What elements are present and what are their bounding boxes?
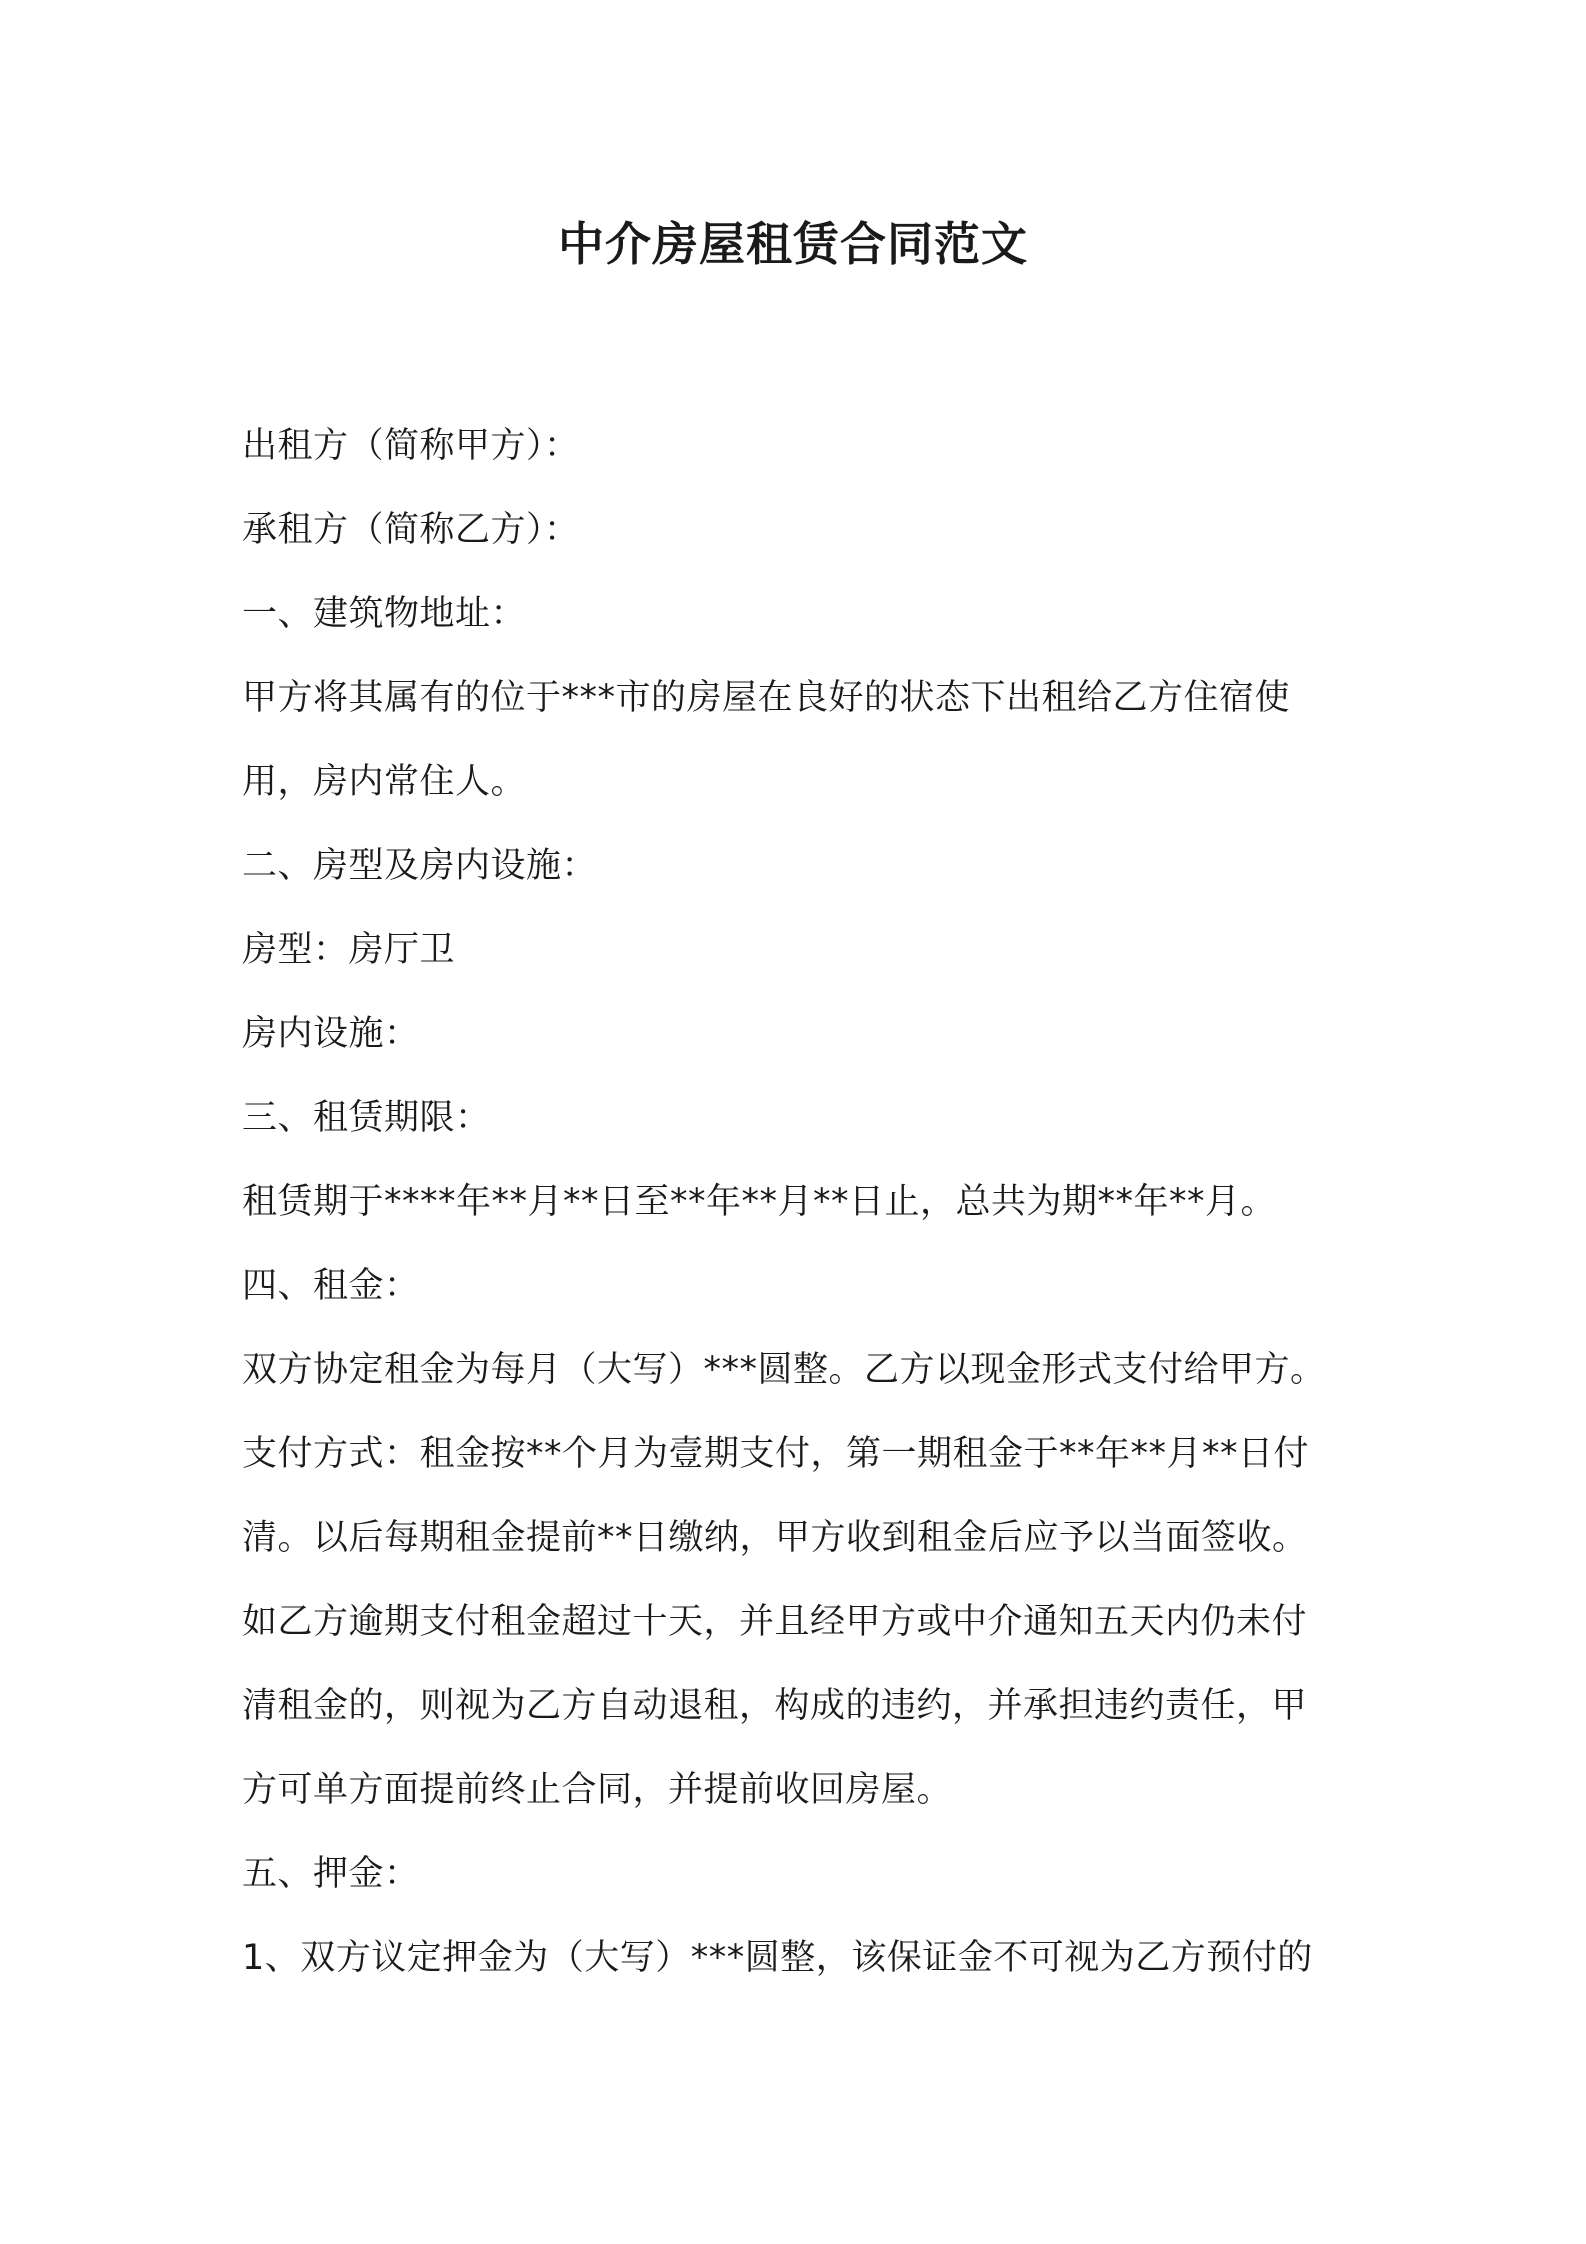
paragraph-line: 如乙方逾期支付租金超过十天，并且经甲方或中介通知五天内仍未付 bbox=[242, 1602, 1308, 1642]
paragraph-line: 清租金的，则视为乙方自动退租，构成的违约，并承担违约责任，甲 bbox=[242, 1686, 1308, 1726]
paragraph-line: 方可单方面提前终止合同，并提前收回房屋。 bbox=[242, 1770, 953, 1810]
line-lessee: 承租方（简称乙方）： bbox=[242, 510, 580, 550]
line-lessor: 出租方（简称甲方）： bbox=[242, 426, 580, 466]
paragraph-line: 甲方将其属有的位于***市的房屋在良好的状态下出租给乙方住宿使 bbox=[242, 678, 1291, 718]
paragraph-line: 1、双方议定押金为（大写）***圆整，该保证金不可视为乙方预付的 bbox=[242, 1938, 1313, 1978]
paragraph-line: 用，房内常住人。 bbox=[242, 762, 527, 802]
section-heading-address: 一、建筑物地址： bbox=[242, 594, 527, 634]
paragraph-line: 支付方式：租金按**个月为壹期支付，第一期租金于**年**月**日付 bbox=[242, 1434, 1310, 1474]
document-body bbox=[242, 404, 1372, 2000]
paragraph-line: 房型：房厅卫 bbox=[242, 930, 456, 970]
paragraph-line: 租赁期于****年**月**日至**年**月**日止，总共为期**年**月。 bbox=[242, 1182, 1277, 1222]
document-title: 中介房屋租赁合同范文 bbox=[558, 217, 1028, 271]
section-heading-deposit: 五、押金： bbox=[242, 1854, 420, 1894]
paragraph-line: 双方协定租金为每月（大写）***圆整。乙方以现金形式支付给甲方。 bbox=[242, 1350, 1326, 1390]
section-heading-lease-term: 三、租赁期限： bbox=[242, 1098, 491, 1138]
paragraph-line: 房内设施： bbox=[242, 1014, 420, 1054]
section-heading-rent: 四、租金： bbox=[242, 1266, 420, 1306]
paragraph-line: 清。以后每期租金提前**日缴纳，甲方收到租金后应予以当面签收。 bbox=[242, 1518, 1308, 1558]
section-heading-room-type: 二、房型及房内设施： bbox=[242, 846, 598, 886]
